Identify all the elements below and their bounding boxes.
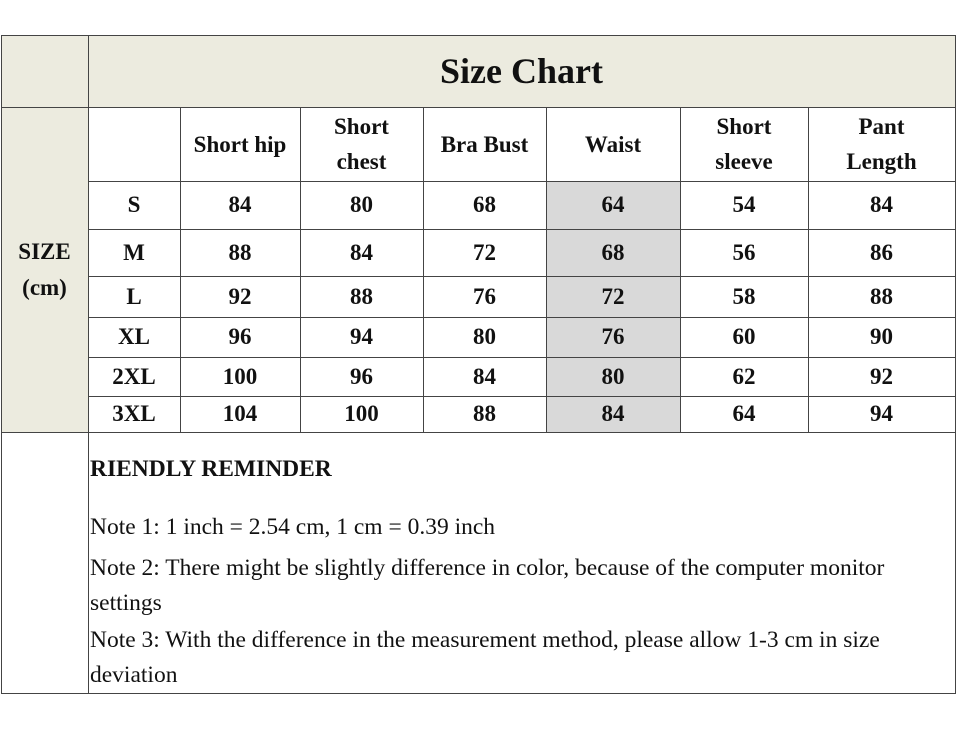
grid-line <box>808 107 809 433</box>
measurement-cell: 62 <box>732 363 756 389</box>
measurement-cell: 54 <box>732 192 756 217</box>
measurement-cell: 88 <box>870 283 893 309</box>
grid-line <box>423 107 424 433</box>
measurement-cell: 88 <box>228 239 252 265</box>
measurement-cell: 80 <box>473 324 496 349</box>
measurement-cell: 64 <box>732 401 756 426</box>
measurement-cell: 88 <box>350 283 373 309</box>
note-3: Note 3: With the difference in the measurement method, please allow 1-3 cm in size deviation <box>90 627 880 688</box>
header-label: sleeve <box>715 149 773 174</box>
measurement-cell: 104 <box>222 401 258 426</box>
measurement-cell: 96 <box>228 324 252 349</box>
measurement-cell: 80 <box>350 192 373 217</box>
measurement-cell: 94 <box>350 324 373 349</box>
grid-line <box>88 357 956 358</box>
size-name-cell: M <box>123 239 145 265</box>
size-unit-label <box>1 107 88 432</box>
header-short-sleeve <box>680 107 808 181</box>
measurement-cell: 90 <box>870 324 893 349</box>
header-label: Pant <box>858 114 905 139</box>
measurement-cell: 58 <box>732 283 756 309</box>
reminder-section <box>90 432 952 693</box>
page-title: Size Chart <box>440 51 603 91</box>
grid-line <box>1 432 956 433</box>
measurement-cell: 84 <box>473 363 496 389</box>
measurement-cell: 100 <box>344 401 379 426</box>
measurement-cell: 94 <box>870 401 893 426</box>
measurement-cell: 84 <box>870 192 893 217</box>
grid-line <box>680 107 681 433</box>
measurement-cell: 68 <box>473 192 496 217</box>
note-2: Note 2: There might be slightly difference in color, because of the computer monitor settings <box>90 555 885 616</box>
size-label: SIZE <box>18 238 71 264</box>
header-pant-length <box>808 107 955 181</box>
measurement-cell: 86 <box>870 239 893 265</box>
header-bra-bust <box>423 107 546 181</box>
grid-line <box>88 35 89 694</box>
size-name-cell: XL <box>118 324 150 349</box>
measurement-cell: 92 <box>870 363 893 389</box>
measurement-cell: 72 <box>473 239 496 265</box>
header-label: Short <box>334 114 389 139</box>
header-label: Short <box>716 114 772 139</box>
grid-line <box>546 107 547 433</box>
header-short-hip <box>180 107 300 181</box>
measurement-cell: 100 <box>222 363 258 389</box>
grid-line <box>1 35 2 694</box>
grid-line <box>88 229 956 230</box>
measurement-cell: 60 <box>732 324 756 349</box>
measurement-cell: 92 <box>228 283 252 309</box>
grid-line <box>88 396 956 397</box>
grid-line <box>1 107 956 108</box>
grid-line <box>180 107 181 433</box>
header-label: Length <box>846 149 917 174</box>
header-label: Bra Bust <box>440 131 529 157</box>
measurement-cell: 84 <box>350 239 373 265</box>
grid-line <box>88 276 956 277</box>
measurement-cell: 88 <box>473 401 496 426</box>
note-1: Note 1: 1 inch = 2.54 cm, 1 cm = 0.39 inch <box>90 514 496 540</box>
measurement-cell: 68 <box>546 229 680 276</box>
size-name-cell: L <box>126 283 142 309</box>
measurement-cell: 84 <box>546 396 680 432</box>
size-name-cell: 3XL <box>112 401 156 426</box>
measurement-cell: 80 <box>546 357 680 396</box>
header-label: Waist <box>584 131 642 157</box>
measurement-cell: 56 <box>732 239 756 265</box>
measurement-cell: 64 <box>546 181 680 229</box>
header-label: chest <box>336 149 387 174</box>
header-short-chest <box>300 107 423 181</box>
header-size <box>88 107 180 181</box>
grid-line <box>1 693 956 694</box>
grid-line <box>300 107 301 433</box>
measurement-cell: 76 <box>473 283 496 309</box>
measurement-cell: 72 <box>546 276 680 317</box>
reminder-heading: RIENDLY REMINDER <box>90 456 332 482</box>
measurement-cell: 96 <box>350 363 373 389</box>
measurement-cell: 84 <box>228 192 252 217</box>
grid-line <box>88 181 956 182</box>
header-label: Short hip <box>193 131 287 157</box>
header-waist <box>546 107 680 181</box>
grid-line <box>88 317 956 318</box>
grid-line <box>1 35 956 36</box>
measurement-cell: 76 <box>546 317 680 357</box>
unit-label: (cm) <box>22 274 67 300</box>
size-name-cell: S <box>127 192 141 217</box>
size-name-cell: 2XL <box>112 363 156 389</box>
